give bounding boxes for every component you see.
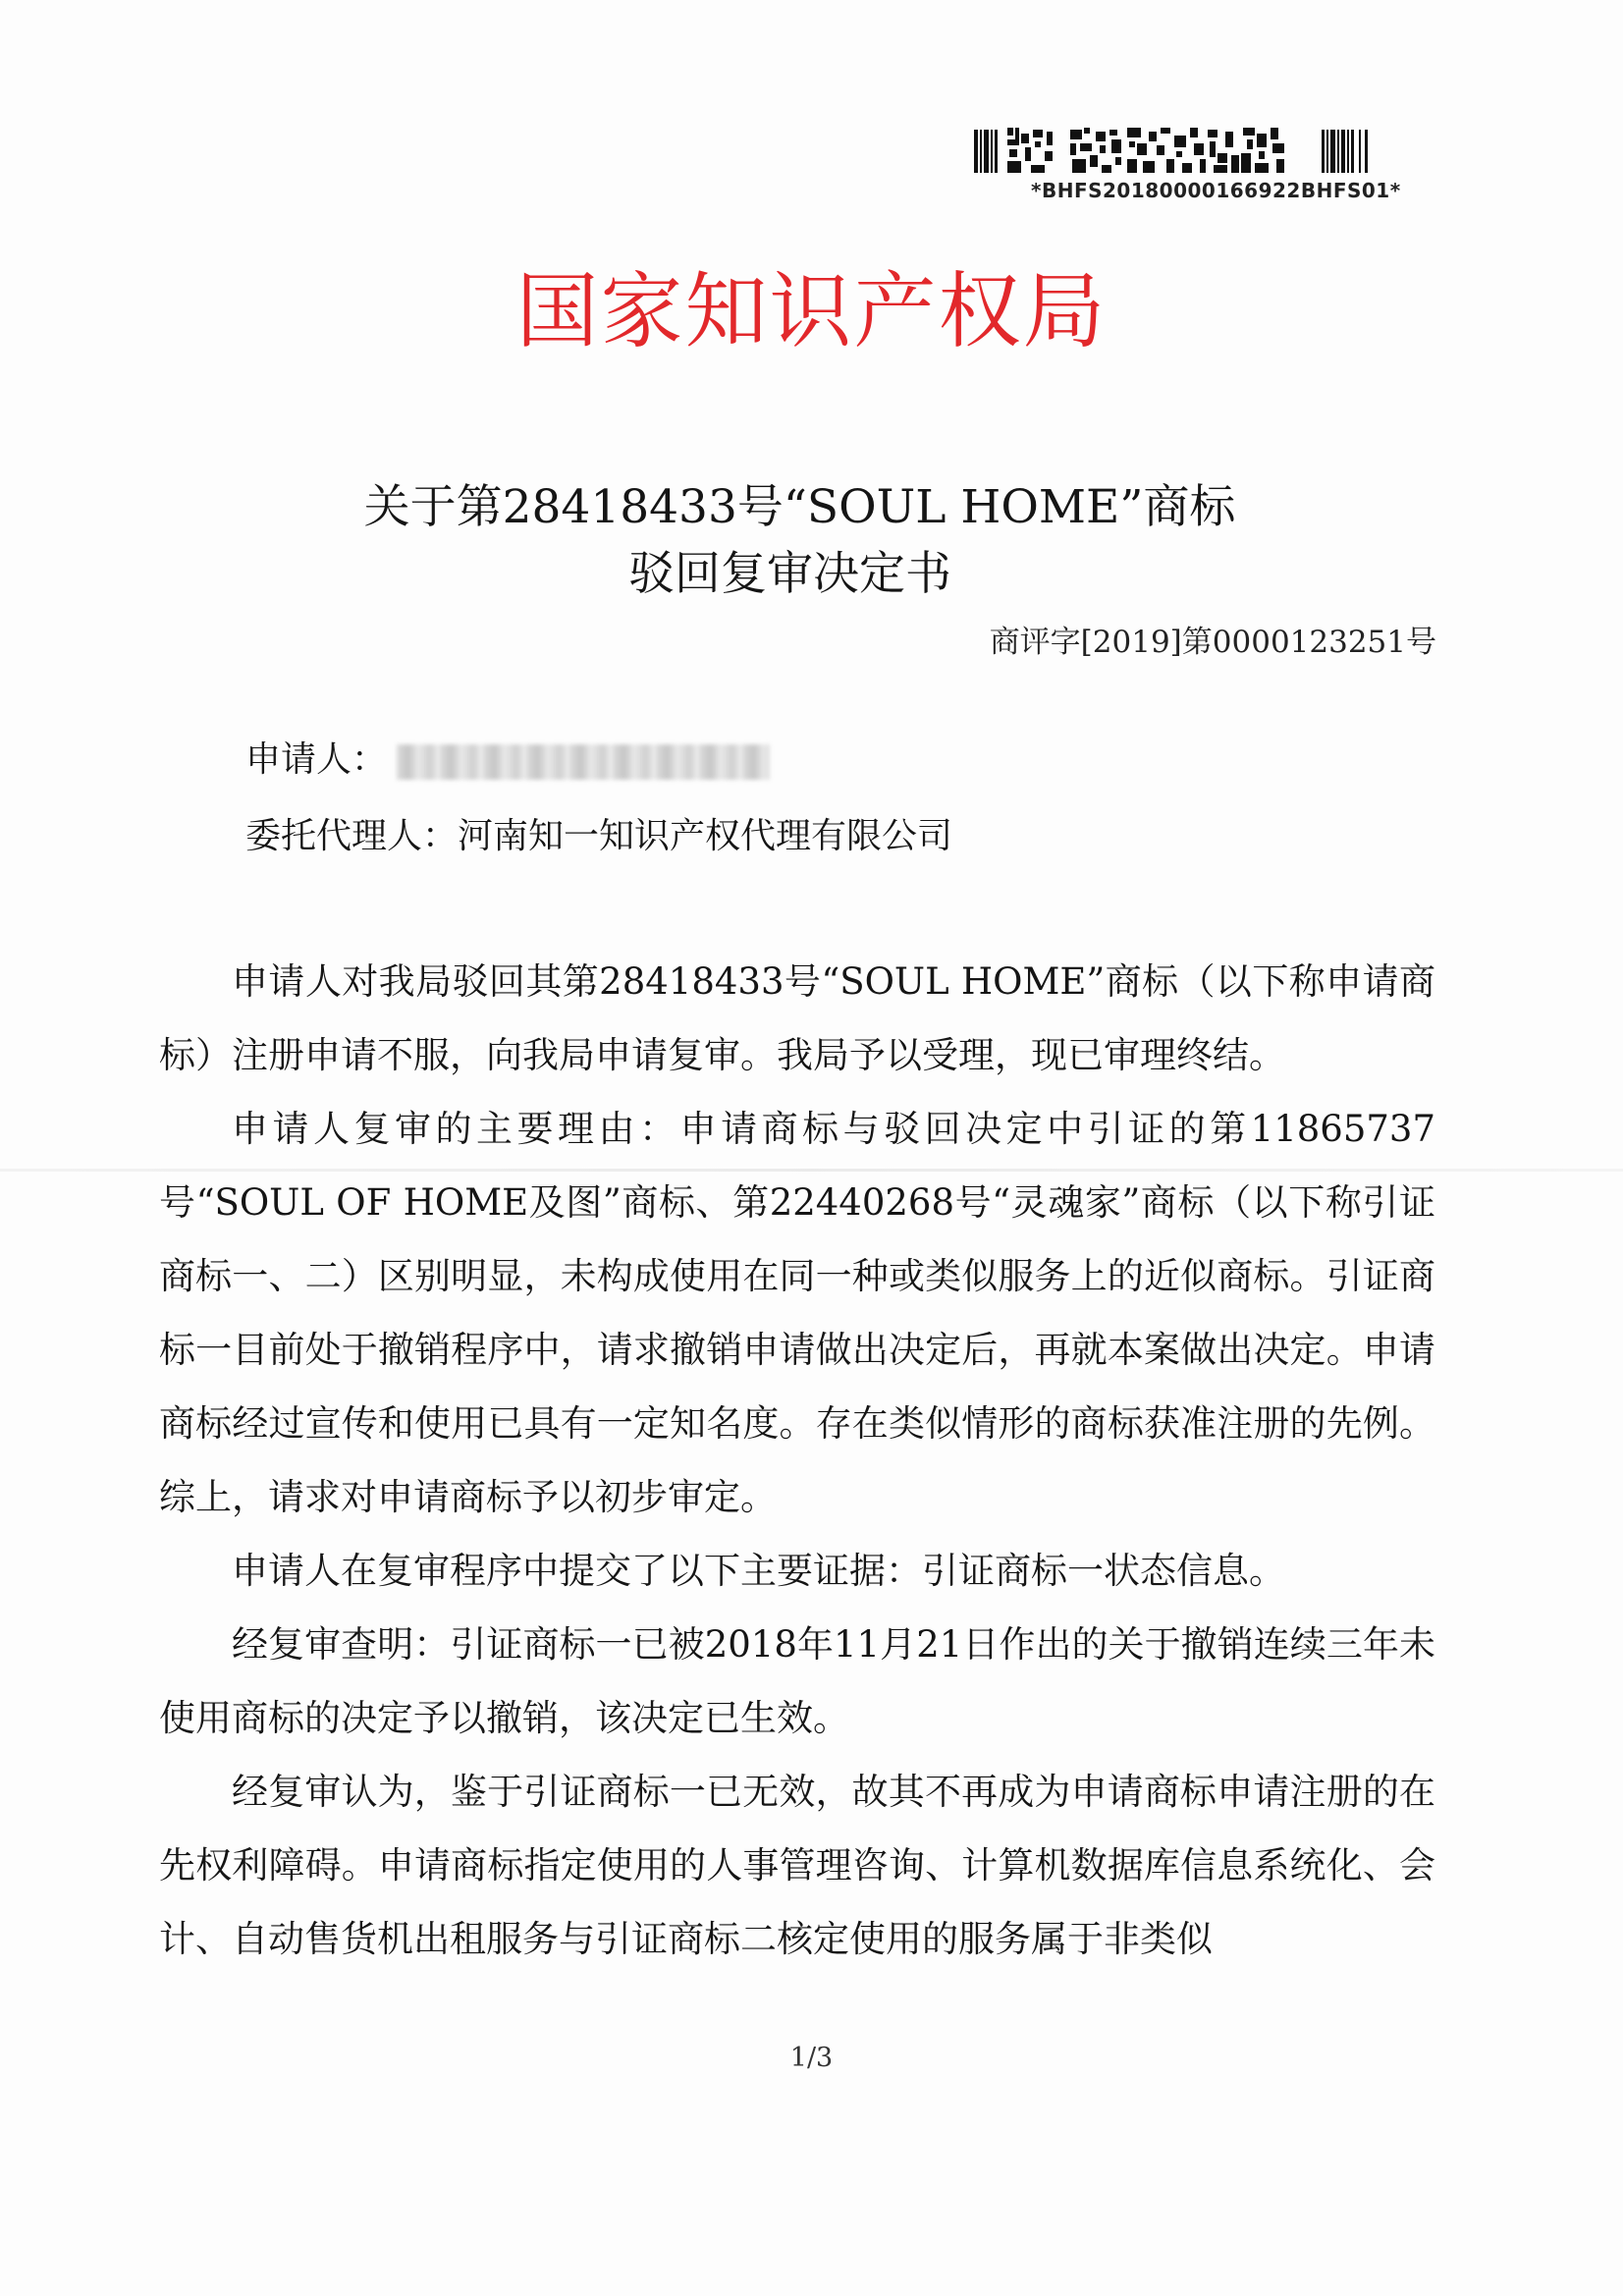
applicant-field bbox=[245, 732, 770, 782]
barcode-number: *BHFS20180000166922BHFS01* bbox=[1031, 179, 1401, 202]
body-paragraph: 申请人对我局驳回其第28418433号“SOUL HOME”商标（以下称申请商标）注册申请不服，向我局申请复审。我局予以受理，现已审理终结。 bbox=[159, 960, 1435, 1076]
document-number: 商评字[2019]第0000123251号 bbox=[989, 625, 1436, 660]
agent-value: 河南知一知识产权代理有限公司 bbox=[458, 816, 953, 856]
document-title-line1: 关于第28418433号“SOUL HOME”商标 bbox=[363, 480, 1236, 534]
applicant-label: 申请人： bbox=[245, 739, 388, 780]
body-paragraph: 申请人复审的主要理由：申请商标与驳回决定中引证的第11865737号“SOUL OF HOME及图”商标、第22440268号“灵魂家”商标（以下称引证商标一、二）区别明显，未构成使用在同一种或类似服务上的近似商标。引证商标一目前处于撤销程序中，请求撤销申请做出决定后，再就本案做出决定。申请商标经过宣传和使用已具有一定知名度。存在类似情形的商标获准注册的先例。综上，请求对申请商标予以初步审定。 bbox=[159, 1108, 1435, 1518]
decision-body bbox=[159, 945, 1435, 1976]
redacted-applicant-name bbox=[397, 744, 770, 780]
agent-field bbox=[245, 808, 952, 858]
issuing-agency: 国家知识产权局 bbox=[515, 263, 1108, 359]
barcode bbox=[974, 126, 1386, 177]
body-paragraph: 经复审认为，鉴于引证商标一已无效，故其不再成为申请商标申请注册的在先权利障碍。申请商标指定使用的人事管理咨询、计算机数据库信息系统化、会计、自动售货机出租服务与引证商标二核定使用的服务属于非类似 bbox=[159, 1771, 1435, 1960]
page-number: 1/3 bbox=[789, 2043, 834, 2073]
body-paragraph: 申请人在复审程序中提交了以下主要证据：引证商标一状态信息。 bbox=[232, 1550, 1285, 1592]
document-title-line2: 驳回复审决定书 bbox=[628, 547, 951, 601]
body-paragraph: 经复审查明：引证商标一已被2018年11月21日作出的关于撤销连续三年未使用商标的决定予以撤销，该决定已生效。 bbox=[159, 1623, 1435, 1739]
agent-label: 委托代理人： bbox=[245, 816, 459, 856]
